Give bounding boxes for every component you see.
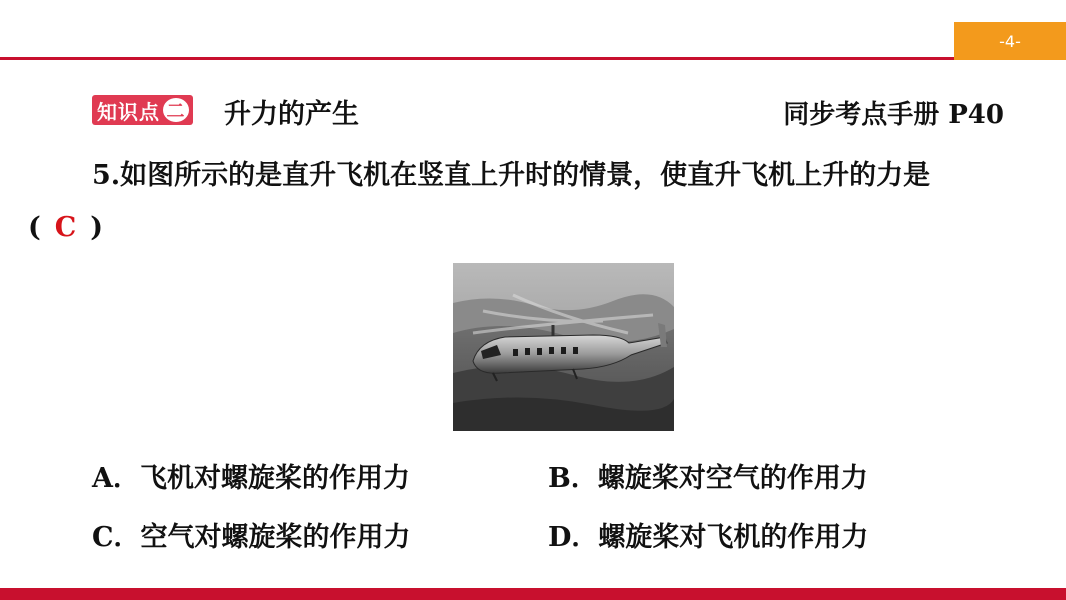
option-b <box>548 456 868 495</box>
option-d <box>548 515 868 554</box>
open-paren: ( <box>28 212 41 243</box>
option-letter: C． <box>92 522 141 553</box>
helicopter-image <box>453 263 674 431</box>
close-paren: ) <box>90 212 104 243</box>
option-c <box>92 515 411 554</box>
helicopter-photo <box>453 263 674 431</box>
header-divider <box>0 57 1066 60</box>
answer-letter: C <box>54 212 77 243</box>
answer-line <box>28 212 103 243</box>
option-text: 飞机对螺旋桨的作用力 <box>139 463 410 494</box>
page-number: -4- <box>999 31 1021 51</box>
question-text: 5.如图所示的是直升飞机在竖直上升时的情景，使直升飞机上升的力是 <box>92 160 931 191</box>
option-a <box>92 456 410 495</box>
option-letter: B． <box>548 463 598 494</box>
option-text: 空气对螺旋桨的作用力 <box>140 522 411 553</box>
option-letter: A． <box>92 463 140 494</box>
footer-bar <box>0 588 1066 600</box>
badge-label: 知识点 <box>97 99 160 124</box>
option-text: 螺旋桨对飞机的作用力 <box>598 522 869 553</box>
knowledge-point-badge <box>92 95 193 125</box>
reference-text: 同步考点手册 P40 <box>783 100 1004 130</box>
option-letter: D． <box>548 522 599 553</box>
page-number-tab <box>954 22 1066 60</box>
option-text: 螺旋桨对空气的作用力 <box>597 463 868 494</box>
section-title: 升力的产生 <box>224 99 359 130</box>
badge-number: 二 <box>163 98 189 122</box>
